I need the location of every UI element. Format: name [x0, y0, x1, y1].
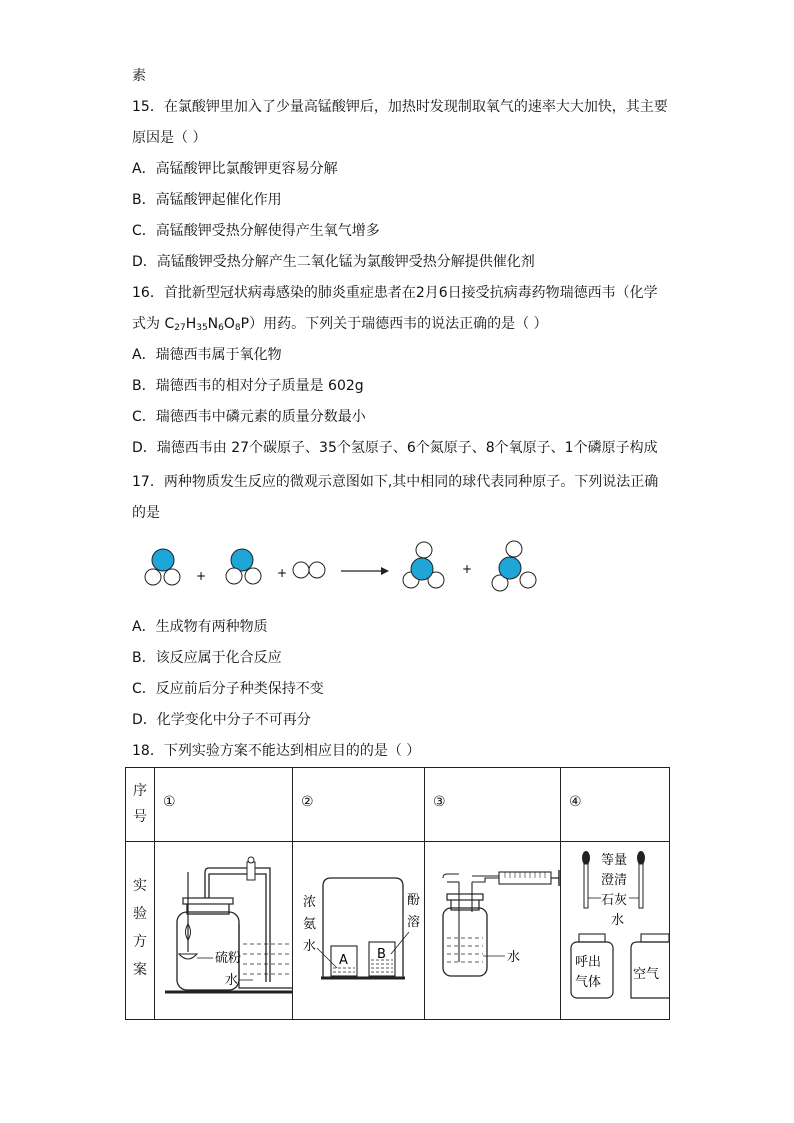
- plus-sign-2: +: [277, 566, 288, 580]
- experiment-table: [125, 767, 670, 1020]
- beaker-a-label: A: [339, 953, 348, 968]
- scheme-2-cell: [293, 842, 425, 1020]
- q17-option-c[interactable]: C．反应前后分子种类保持不变: [132, 681, 324, 697]
- scheme-4-label-equal: 等量: [601, 853, 628, 868]
- scheme-4-label-lime: 石灰: [601, 893, 628, 908]
- plus-sign-3: +: [462, 562, 473, 576]
- beaker-b-label: B: [377, 947, 386, 962]
- q15-option-b[interactable]: B．高锰酸钾起催化作用: [132, 192, 282, 208]
- previous-question-fragment: 素: [132, 68, 146, 84]
- scheme-2-label-phenol: 酚: [407, 893, 421, 908]
- q16-stem-line2: 式为 $C_{27}H_{35}N_6O_8P$）用药。下列关于瑞德西韦的说法正确的是（ ）: [132, 316, 548, 333]
- scheme-3-cell: [425, 842, 561, 1020]
- q15-stem-line2: 原因是（ ）: [132, 130, 207, 146]
- scheme-number-2: ②: [301, 794, 314, 810]
- number-1-cell: [155, 768, 293, 842]
- scheme-2-apparatus: [293, 842, 425, 1018]
- scheme-4-label-exhaled: 呼出: [575, 955, 602, 970]
- reaction-diagram: [136, 540, 556, 600]
- q18-stem: 18．下列实验方案不能达到相应目的的是（ ）: [132, 743, 421, 759]
- scheme-number-4: ④: [569, 794, 582, 810]
- header-serial-cell: [126, 768, 155, 842]
- scheme-4-cell: [561, 842, 670, 1020]
- plus-sign-1: +: [196, 569, 207, 583]
- q17-option-d[interactable]: D．化学变化中分子不可再分: [132, 712, 311, 728]
- scheme-1-cell: [155, 842, 293, 1020]
- q15-option-d[interactable]: D．高锰酸钾受热分解产生二氧化锰为氯酸钾受热分解提供催化剂: [132, 254, 535, 270]
- reactant-molecule-1: [145, 549, 180, 585]
- scheme-2-label-concentrated: 浓: [303, 895, 317, 910]
- q16-option-b[interactable]: B．瑞德西韦的相对分子质量是 602g: [132, 378, 364, 394]
- header-scheme-label: 实 验 方 案: [133, 878, 147, 978]
- q17-stem-line2: 的是: [132, 505, 160, 521]
- q17-option-b[interactable]: B．该反应属于化合反应: [132, 650, 282, 666]
- scheme-2-label-solution: 溶: [407, 915, 421, 930]
- scheme-4-label-clear: 澄清: [601, 873, 628, 888]
- reactant-molecule-3: [293, 562, 325, 578]
- header-serial-label: 序 号: [133, 783, 147, 825]
- scheme-number-3: ③: [433, 794, 446, 810]
- q16-option-d[interactable]: D．瑞德西韦由 27个碳原子、35个氢原子、6个氮原子、8个氧原子、1个磷原子构成: [132, 440, 658, 456]
- q16-stem-line1: 16．首批新型冠状病毒感染的肺炎重症患者在2月6日接受抗病毒药物瑞德西韦（化学: [132, 285, 658, 301]
- q15-option-c[interactable]: C．高锰酸钾受热分解使得产生氧气增多: [132, 223, 380, 239]
- q16-option-c[interactable]: C．瑞德西韦中磷元素的质量分数最小: [132, 409, 366, 425]
- scheme-1-label-water: 水: [225, 973, 239, 988]
- product-molecule-2: [492, 541, 536, 591]
- q16-option-a[interactable]: A．瑞德西韦属于氧化物: [132, 347, 282, 363]
- q15-stem-line1: 15．在氯酸钾里加入了少量高锰酸钾后，加热时发现制取氧气的速率大大加快，其主要: [132, 99, 668, 115]
- scheme-3-apparatus: [425, 842, 561, 1018]
- q15-option-a[interactable]: A．高锰酸钾比氯酸钾更容易分解: [132, 161, 338, 177]
- header-scheme-cell: [126, 842, 155, 1020]
- scheme-2-label-water: 水: [303, 939, 317, 954]
- scheme-2-label-ammonia: 氨: [303, 917, 317, 932]
- product-molecule-1: [403, 542, 444, 588]
- reaction-arrow: [341, 567, 389, 575]
- scheme-4-label-water: 水: [611, 913, 625, 928]
- q17-option-a[interactable]: A．生成物有两种物质: [132, 619, 268, 635]
- scheme-1-label-sulfur: 硫粉: [215, 951, 242, 966]
- scheme-4-apparatus: [561, 842, 669, 1018]
- reactant-molecule-2: [226, 549, 261, 584]
- number-2-cell: [293, 768, 425, 842]
- scheme-3-label-water: 水: [507, 950, 521, 965]
- number-3-cell: [425, 768, 561, 842]
- scheme-number-1: ①: [163, 794, 176, 810]
- number-4-cell: [561, 768, 670, 842]
- scheme-4-label-gas: 气体: [575, 975, 602, 990]
- scheme-1-apparatus: [155, 842, 293, 1018]
- q17-stem-line1: 17．两种物质发生反应的微观示意图如下,其中相同的球代表同种原子。下列说法正确: [132, 474, 659, 490]
- scheme-4-label-air: 空气: [633, 967, 660, 982]
